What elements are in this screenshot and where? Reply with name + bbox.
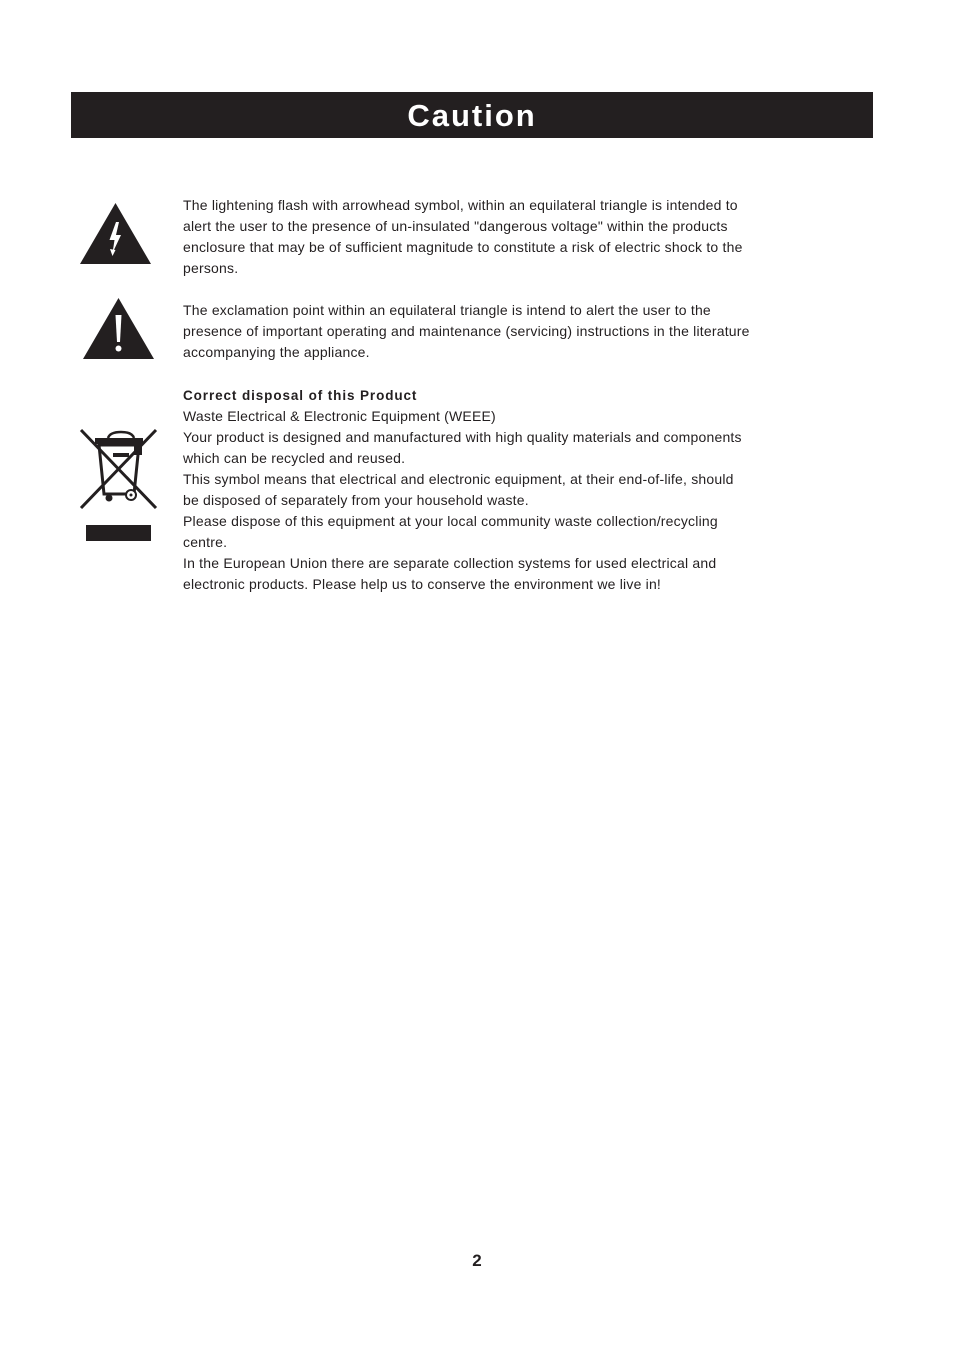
lightning-warning-text-block xyxy=(183,195,753,279)
disposal-line: Waste Electrical & Electronic Equipment (WEEE) xyxy=(183,408,496,424)
disposal-line: Your product is designed and manufactured with high quality materials and components which can be recycled and reused. xyxy=(183,429,742,466)
exclamation-warning-icon xyxy=(83,298,154,360)
disposal-heading: Correct disposal of this Product xyxy=(183,388,418,403)
crossed-out-bin-icon xyxy=(78,428,160,543)
title-bar xyxy=(71,92,873,138)
disposal-line: This symbol means that electrical and electronic equipment, at their end-of-life, should be disposed of separately from your household waste. xyxy=(183,471,734,508)
page-title: Caution xyxy=(407,97,537,133)
disposal-line: In the European Union there are separate collection systems for used electrical and electronic products. Please help us to conserve the environment we live in! xyxy=(183,555,717,592)
exclamation-warning-text-block xyxy=(183,300,753,363)
disposal-line: Please dispose of this equipment at your local community waste collection/recycling centre. xyxy=(183,513,718,550)
lightning-warning-text: The lightening flash with arrowhead symbol, within an equilateral triangle is intended to alert the user to the presence of un-insulated "dangerous voltage" within the products enclosure that may be of sufficient magnitude to constitute a risk of electric shock to the persons. xyxy=(183,197,743,276)
lightning-warning-icon xyxy=(80,203,151,265)
disposal-text-block xyxy=(183,385,753,595)
exclamation-warning-text: The exclamation point within an equilateral triangle is intend to alert the user to the presence of important operating and maintenance (servicing) instructions in the literature accompanying the appliance. xyxy=(183,302,750,360)
page-number: 2 xyxy=(472,1251,482,1270)
